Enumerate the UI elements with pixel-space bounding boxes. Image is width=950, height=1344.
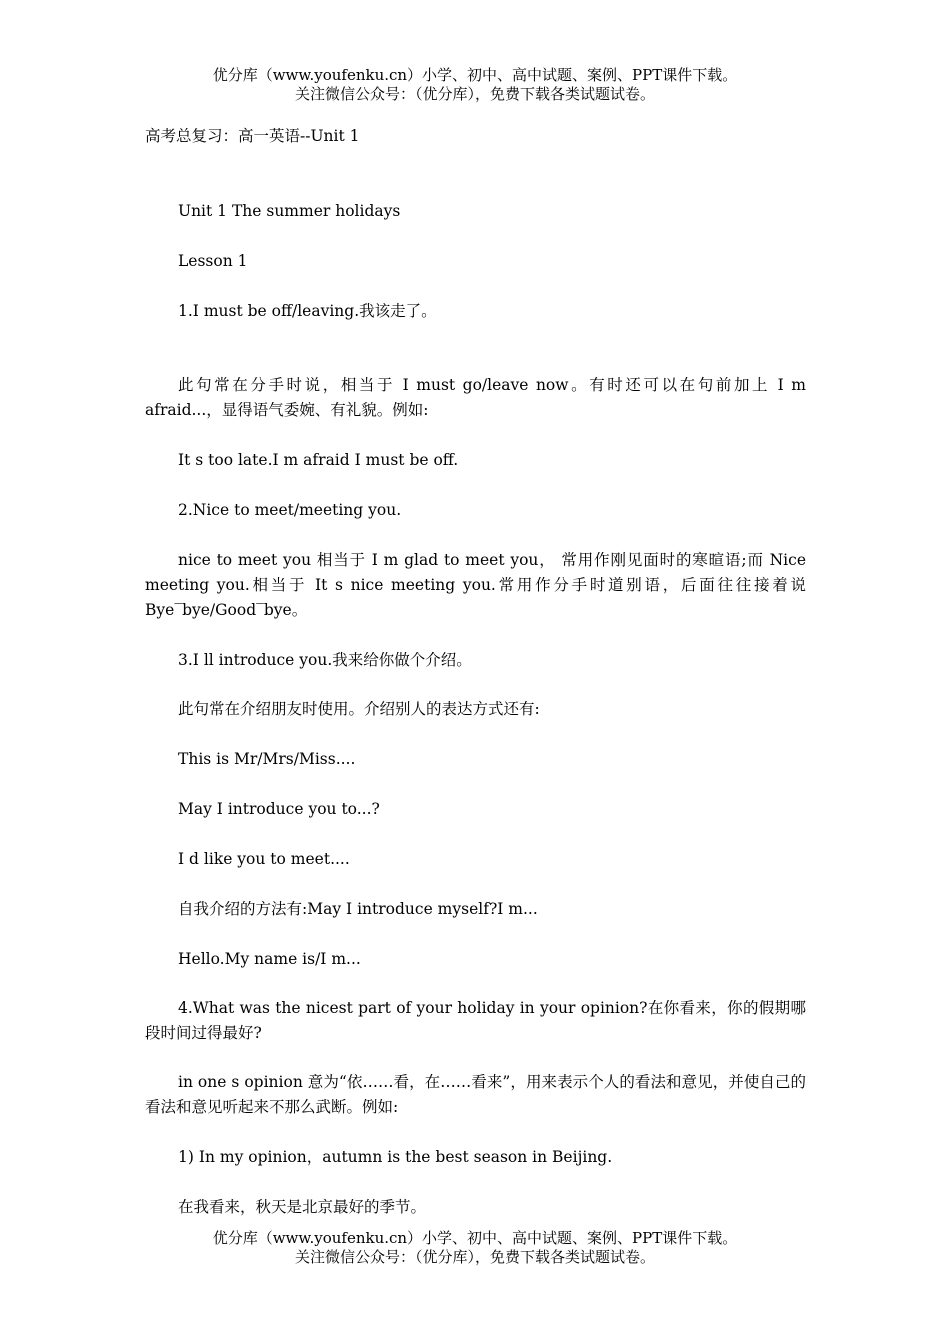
- point-4-example-1-translation: 在我看来，秋天是北京最好的季节。: [178, 1198, 427, 1216]
- unit-heading: Unit 1 The summer holidays: [178, 202, 401, 220]
- point-1-example: It s too late.I m afraid I must be off.: [178, 451, 459, 469]
- header-line-1: 优分库（www.youfenku.cn）小学、初中、高中试题、案例、PPT课件下载。: [212, 66, 738, 84]
- self-intro-example: Hello.My name is/I m...: [178, 950, 361, 968]
- point-3: 3.I ll introduce you.我来给你做个介绍。: [178, 651, 472, 669]
- point-4-example-1: 1) In my opinion，autumn is the best season in Beijing.: [178, 1148, 613, 1166]
- page-header: [0, 66, 950, 104]
- point-2: 2.Nice to meet/meeting you.: [178, 501, 402, 519]
- page-footer: [0, 1229, 950, 1267]
- point-1: 1.I must be off/leaving.我该走了。: [178, 302, 437, 320]
- lesson-heading: Lesson 1: [178, 252, 248, 270]
- point-4: 4.What was the nicest part of your holiday in your opinion?在你看来，你的假期哪段时间过得最好?: [145, 999, 806, 1042]
- point-1-explanation: 此句常在分手时说，相当于 I must go/leave now。有时还可以在句前加上 I m afraid...，显得语气委婉、有礼貌。例如:: [145, 376, 806, 419]
- intro-example-2: May I introduce you to...?: [178, 800, 380, 818]
- point-3-explanation: 此句常在介绍朋友时使用。介绍别人的表达方式还有:: [178, 700, 540, 718]
- point-4-explanation: in one s opinion 意为“依……看，在……看来”，用来表示个人的看法和意见，并使自己的看法和意见听起来不那么武断。例如:: [145, 1073, 806, 1116]
- point-2-explanation: nice to meet you 相当于 I m glad to meet you， 常用作刚见面时的寒暄语;而 Nice meeting you.相当于 It s nice meeting you.常用作分手时道别语，后面往往接着说 Bye‾bye/Good‾bye。: [145, 551, 806, 619]
- footer-line-2: 关注微信公众号：（优分库），免费下载各类试题试卷。: [294, 1248, 655, 1266]
- doc-title: 高考总复习：高一英语--Unit 1: [145, 127, 360, 145]
- header-line-2: 关注微信公众号：（优分库），免费下载各类试题试卷。: [294, 85, 655, 103]
- footer-line-1: 优分库（www.youfenku.cn）小学、初中、高中试题、案例、PPT课件下载。: [212, 1229, 738, 1247]
- self-intro-methods: 自我介绍的方法有:May I introduce myself?I m...: [178, 900, 538, 918]
- intro-example-3: I d like you to meet....: [178, 850, 350, 868]
- intro-example-1: This is Mr/Mrs/Miss....: [178, 750, 356, 768]
